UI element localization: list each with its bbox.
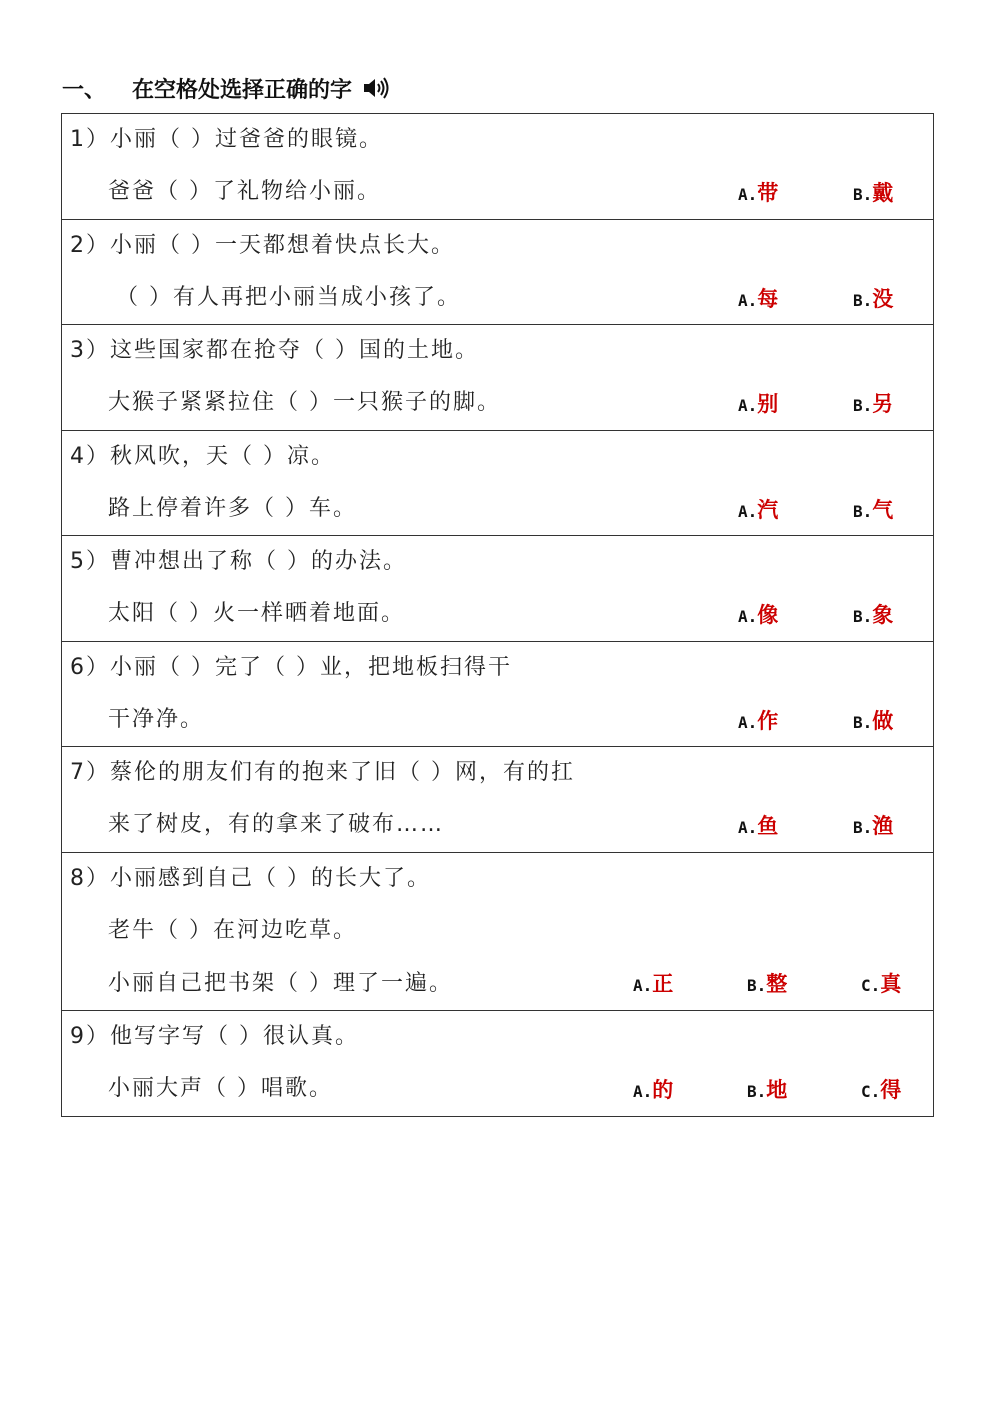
exercise-table [61,113,934,1117]
question-row [62,431,933,537]
option-char: 别 [757,392,779,416]
option-key: B. [747,1081,767,1101]
question-number: 7） [70,760,110,785]
question-text: 老牛（ ）在河边吃草。 [108,917,357,943]
option-char: 鱼 [757,814,779,838]
option-key: A. [738,501,758,521]
option-a[interactable] [633,1075,673,1105]
question-text: 太阳（ ）火一样晒着地面。 [108,601,405,626]
option-char: 作 [757,708,779,733]
question-row [62,1011,933,1117]
option-a[interactable] [738,811,778,841]
option-b[interactable] [853,495,893,525]
question-text: 秋风吹，天（ ）凉。 [110,443,335,469]
option-b[interactable] [853,811,893,841]
question-number: 1） [70,127,110,152]
option-key: A. [738,185,758,204]
question-text: 干净净。 [108,706,205,732]
option-char: 每 [757,286,779,311]
option-char: 正 [652,971,674,996]
question-line [70,120,383,160]
option-char: 像 [757,603,779,627]
option-key: B. [853,396,873,415]
option-b[interactable] [747,969,787,999]
question-line [70,753,575,793]
question-text: 他写字写（ ）很认真。 [110,1023,359,1049]
option-key: B. [853,712,873,732]
option-key: B. [853,607,873,626]
question-line [70,437,335,477]
question-row [62,747,933,853]
option-char: 带 [757,181,779,205]
question-text: 曹冲想出了称（ ）的办法。 [110,549,407,574]
option-b[interactable] [853,600,893,630]
section-number: 一、 [62,77,107,103]
option-a[interactable] [633,969,673,999]
question-line [70,542,407,582]
option-key: A. [738,396,758,415]
option-key: C. [861,1081,881,1101]
option-a[interactable] [738,706,778,736]
option-a[interactable] [738,178,778,208]
option-char: 汽 [757,497,779,522]
speaker-icon[interactable] [362,76,390,100]
question-text: 小丽（ ）过爸爸的眼镜。 [110,127,383,152]
option-a[interactable] [738,600,778,630]
option-key: B. [853,185,873,204]
option-key: A. [633,1081,653,1101]
question-row [62,642,933,748]
question-number: 9） [70,1023,110,1049]
option-char: 真 [880,971,902,996]
question-line [70,226,455,266]
question-row [62,853,933,1011]
option-a[interactable] [738,495,778,525]
option-b[interactable] [853,284,893,314]
option-key: A. [633,975,653,995]
option-key: B. [747,975,767,995]
question-line [70,1017,359,1057]
question-text: （ ）有人再把小丽当成小孩了。 [116,284,461,310]
option-b[interactable] [747,1075,787,1105]
option-char: 另 [872,392,894,416]
question-text: 蔡伦的朋友们有的抱来了旧（ ）网，有的扛 [110,760,575,785]
option-char: 地 [766,1077,788,1102]
question-row [62,114,933,220]
option-key: C. [861,975,881,995]
question-text: 小丽自己把书架（ ）理了一遍。 [108,970,453,996]
option-key: A. [738,712,758,732]
option-c[interactable] [861,1075,901,1105]
section-title: 在空格处选择正确的字 [132,77,353,103]
option-char: 整 [766,971,788,996]
question-number: 6） [70,654,110,680]
question-text: 小丽大声（ ）唱歌。 [108,1075,333,1101]
question-number: 8） [70,865,110,891]
option-b[interactable] [853,178,893,208]
option-b[interactable] [853,706,893,736]
question-line [70,648,512,688]
option-key: B. [853,290,873,310]
option-b[interactable] [853,389,893,419]
option-char: 的 [652,1077,674,1102]
option-char: 戴 [872,181,894,205]
question-number: 2） [70,232,110,258]
question-number: 3） [70,338,110,363]
question-row [62,325,933,431]
question-row [62,536,933,642]
question-text: 这些国家都在抢夺（ ）国的土地。 [110,338,479,363]
option-a[interactable] [738,389,778,419]
option-a[interactable] [738,284,778,314]
question-text: 来了树皮，有的拿来了破布…… [108,812,445,837]
question-text: 小丽感到自己（ ）的长大了。 [110,865,431,891]
question-line [70,859,431,899]
question-number: 4） [70,443,110,469]
question-text: 小丽（ ）一天都想着快点长大。 [110,232,455,258]
option-key: A. [738,607,758,626]
option-char: 没 [872,286,894,311]
question-text: 爸爸（ ）了礼物给小丽。 [108,179,381,204]
option-key: A. [738,818,758,837]
question-row [62,220,933,326]
option-char: 得 [880,1077,902,1102]
option-char: 做 [872,708,894,733]
option-key: B. [853,501,873,521]
option-key: A. [738,290,758,310]
option-char: 渔 [872,814,894,838]
option-c[interactable] [861,969,901,999]
section-heading [62,70,390,106]
question-number: 5） [70,549,110,574]
option-char: 象 [872,603,894,627]
question-line [70,331,479,371]
option-key: B. [853,818,873,837]
question-text: 小丽（ ）完了（ ）业，把地板扫得干 [110,654,512,680]
question-text: 大猴子紧紧拉住（ ）一只猴子的脚。 [108,390,501,415]
question-text: 路上停着许多（ ）车。 [108,495,357,521]
option-char: 气 [872,497,894,522]
